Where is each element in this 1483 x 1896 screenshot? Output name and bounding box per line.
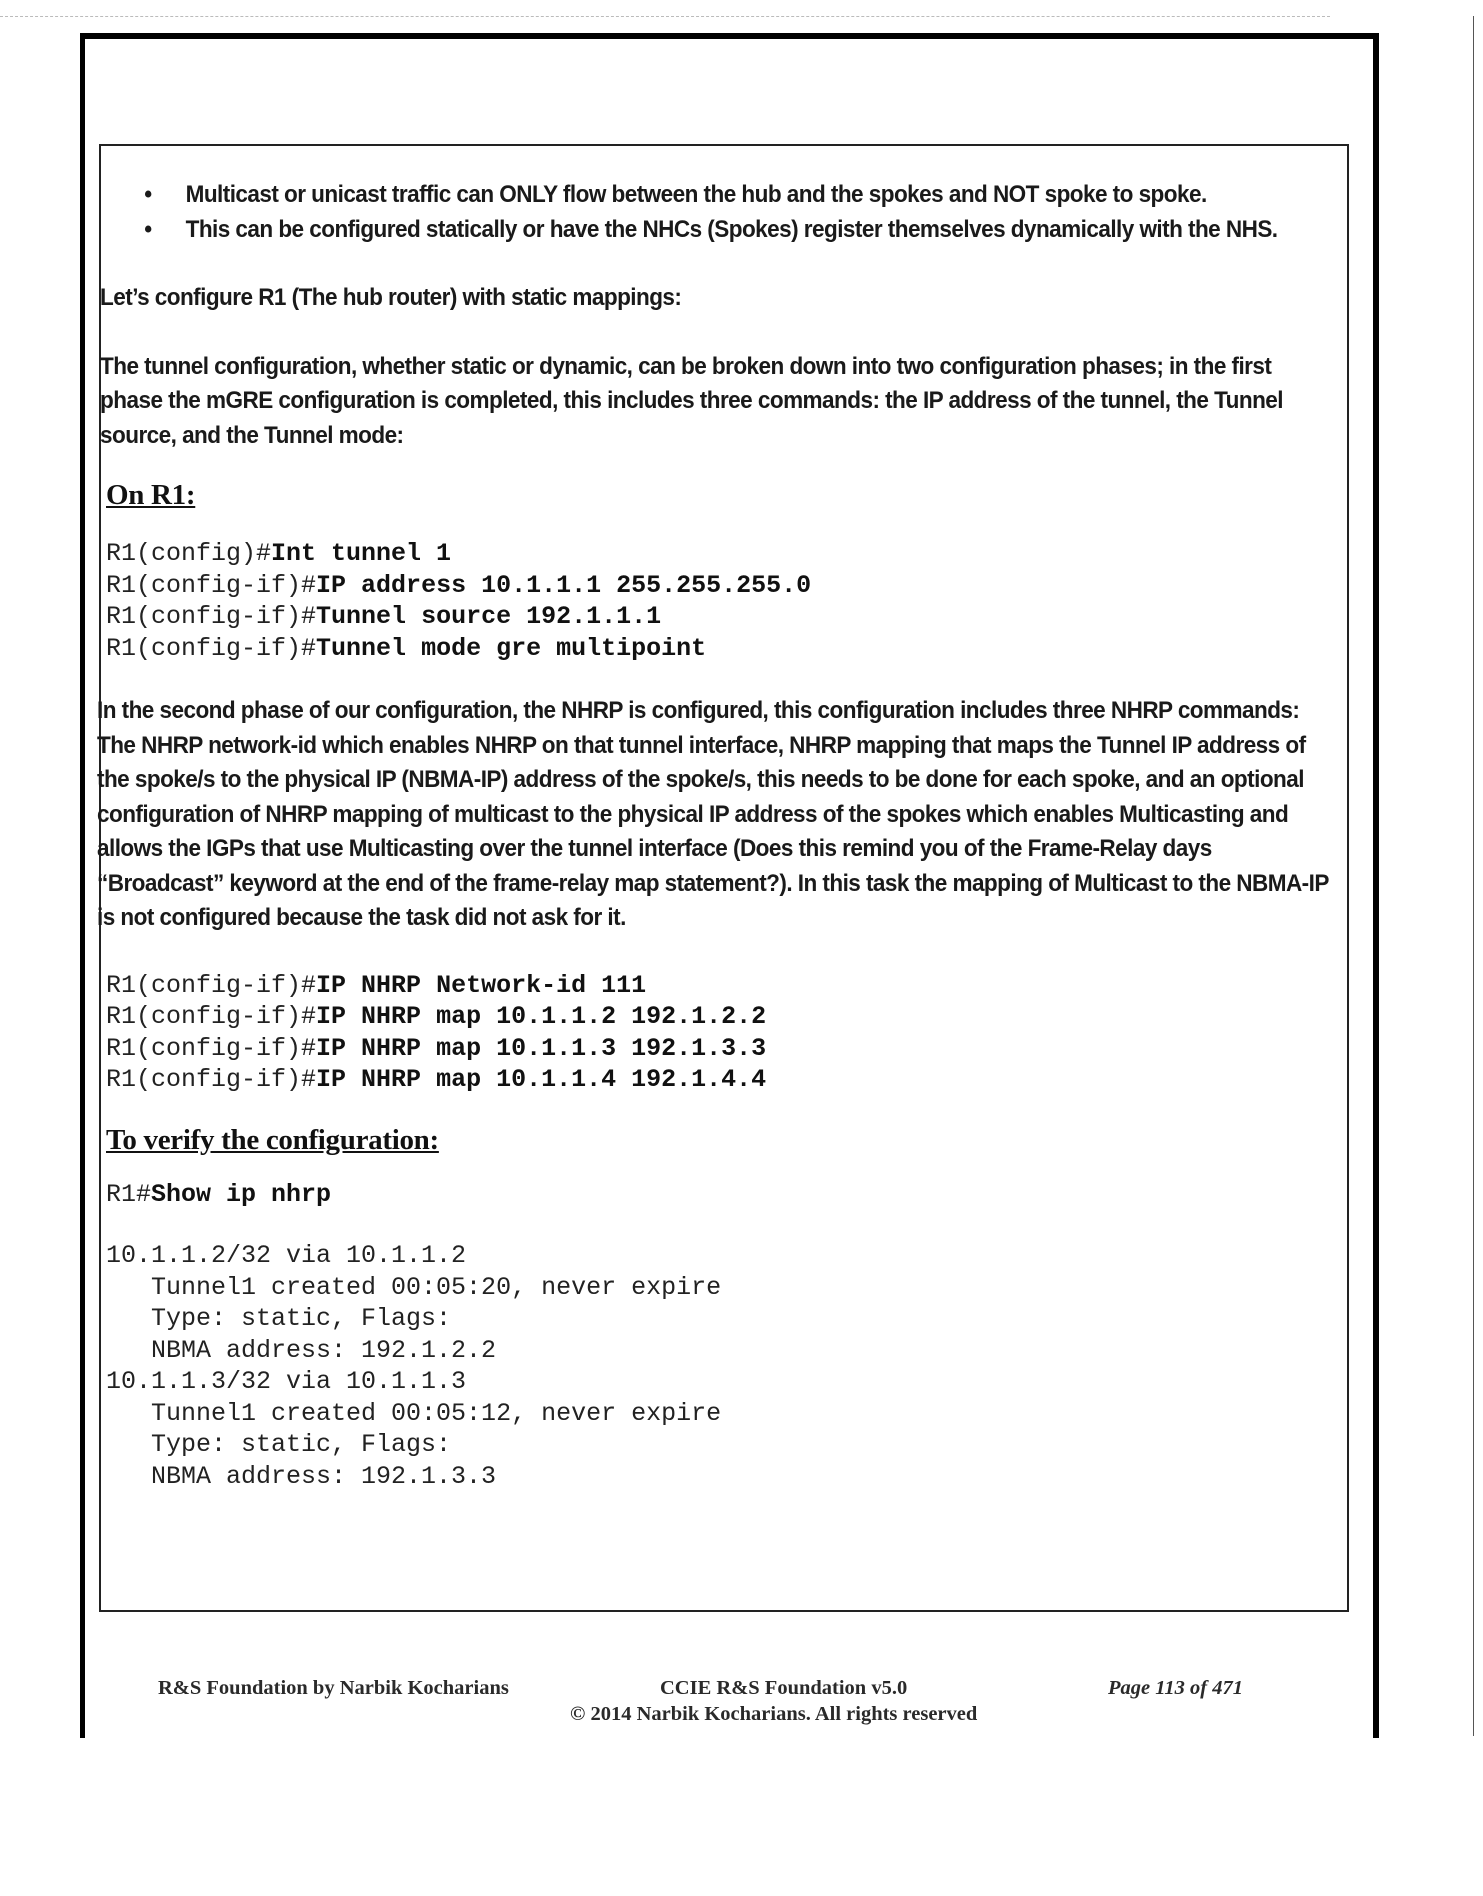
phase1-paragraph: The tunnel configuration, whether static or dynamic, can be broken down into two configuration phases; in the first phase the mGRE configuration is completed, this includes three commands: the IP address of the tunnel, the Tunnel source, and the Tunnel mode: — [100, 352, 1283, 449]
bullet-icon: • — [144, 181, 152, 208]
show-command-line — [106, 1179, 1335, 1211]
cli-prompt: R1(config-if)# — [106, 970, 317, 1000]
code-line — [106, 970, 1335, 1002]
cli-prompt: R1(config)# — [106, 539, 272, 568]
output-line: NBMA address: 192.1.2.2 — [106, 1335, 497, 1365]
footer-copyright: © 2014 Narbik Kocharians. All rights reserved — [570, 1703, 978, 1725]
cli-command: IP address 10.1.1.1 255.255.255.0 — [316, 570, 812, 600]
bullet-text: Multicast or unicast traffic can ONLY flow between the hub and the spokes and NOT spoke to spoke. — [185, 181, 1207, 208]
code-line — [106, 538, 1335, 570]
output-line: Tunnel1 created 00:05:12, never expire — [106, 1398, 722, 1428]
code-line — [106, 1033, 1335, 1065]
on-r1-heading: On R1: — [106, 479, 196, 511]
cli-prompt: R1(config-if)# — [106, 602, 317, 631]
cli-command: IP NHRP Network-id 111 — [316, 970, 647, 1000]
phase1-code-block — [106, 538, 1335, 664]
phase2-paragraph: In the second phase of our configuration, the NHRP is configured, this configuration includes three NHRP commands: The NHRP network-id which enables NHRP on that tunnel interface, NHRP mapping that maps the Tunnel IP address of the spoke/s to the physical IP (NBMA-IP) address of the spoke/s, this needs to be done for each spoke, and an optional configuration of NHRP mapping of multicast to the physical IP address of the spokes which enables Multicasting and allows the IGPs that use Multicasting over the tunnel interface (Does this remind you of the Frame-Relay days “Broadcast” keyword at the end of the frame-relay map statement?). In this task the mapping of Multicast to the NBMA-IP is not configured because the task did not ask for it. — [97, 697, 1329, 931]
page-content — [97, 178, 1335, 1492]
cli-prompt: R1(config-if)# — [106, 1033, 317, 1063]
bullet-item — [135, 178, 1331, 213]
scan-edge-top — [0, 16, 1330, 17]
cli-command: Show ip nhrp — [151, 1179, 332, 1209]
cli-command: IP NHRP map 10.1.1.4 192.1.4.4 — [316, 1065, 767, 1094]
verify-heading: To verify the configuration: — [106, 1123, 439, 1156]
bullet-list — [135, 178, 1331, 247]
footer-page-number: Page 113 of 471 — [1108, 1677, 1243, 1699]
code-line — [106, 633, 1335, 665]
cli-command: Tunnel mode gre multipoint — [316, 633, 707, 663]
footer-author: R&S Foundation by Narbik Kocharians — [158, 1677, 509, 1699]
output-line: NBMA address: 192.1.3.3 — [106, 1461, 497, 1491]
cli-prompt: R1(config-if)# — [106, 1065, 317, 1094]
code-line — [106, 1001, 1335, 1033]
bullet-item — [135, 213, 1331, 248]
phase2-section — [97, 694, 1330, 936]
scan-edge-right — [1473, 16, 1474, 1736]
output-line: 10.1.1.2/32 via 10.1.1.2 — [106, 1241, 467, 1270]
code-line — [106, 570, 1335, 602]
phase2-code-block — [106, 970, 1335, 1096]
cli-prompt: R1(config-if)# — [106, 570, 317, 600]
code-line — [106, 601, 1335, 633]
bullet-text: This can be configured statically or have the NHCs (Spokes) register themselves dynamically with the NHS. — [185, 215, 1278, 243]
cli-prompt: R1(config-if)# — [106, 633, 317, 663]
cli-command: Int tunnel 1 — [271, 539, 452, 568]
show-output-block — [106, 1240, 1335, 1492]
code-line — [106, 1064, 1335, 1096]
output-line: Tunnel1 created 00:05:20, never expire — [106, 1272, 722, 1302]
intro-paragraph: Let’s configure R1 (The hub router) with static mappings: — [100, 284, 682, 311]
output-line: Type: static, Flags: — [106, 1430, 452, 1459]
cli-command: IP NHRP map 10.1.1.2 192.1.2.2 — [316, 1002, 767, 1031]
output-line: Type: static, Flags: — [106, 1304, 452, 1333]
cli-prompt: R1(config-if)# — [106, 1002, 317, 1031]
bullet-section — [100, 178, 1331, 453]
cli-command: IP NHRP map 10.1.1.3 192.1.3.3 — [316, 1033, 767, 1063]
cli-command: Tunnel source 192.1.1.1 — [316, 602, 662, 631]
footer-title: CCIE R&S Foundation v5.0 — [660, 1677, 908, 1699]
bullet-icon: • — [144, 215, 152, 243]
cli-prompt: R1# — [106, 1179, 152, 1209]
output-line: 10.1.1.3/32 via 10.1.1.3 — [106, 1367, 467, 1396]
